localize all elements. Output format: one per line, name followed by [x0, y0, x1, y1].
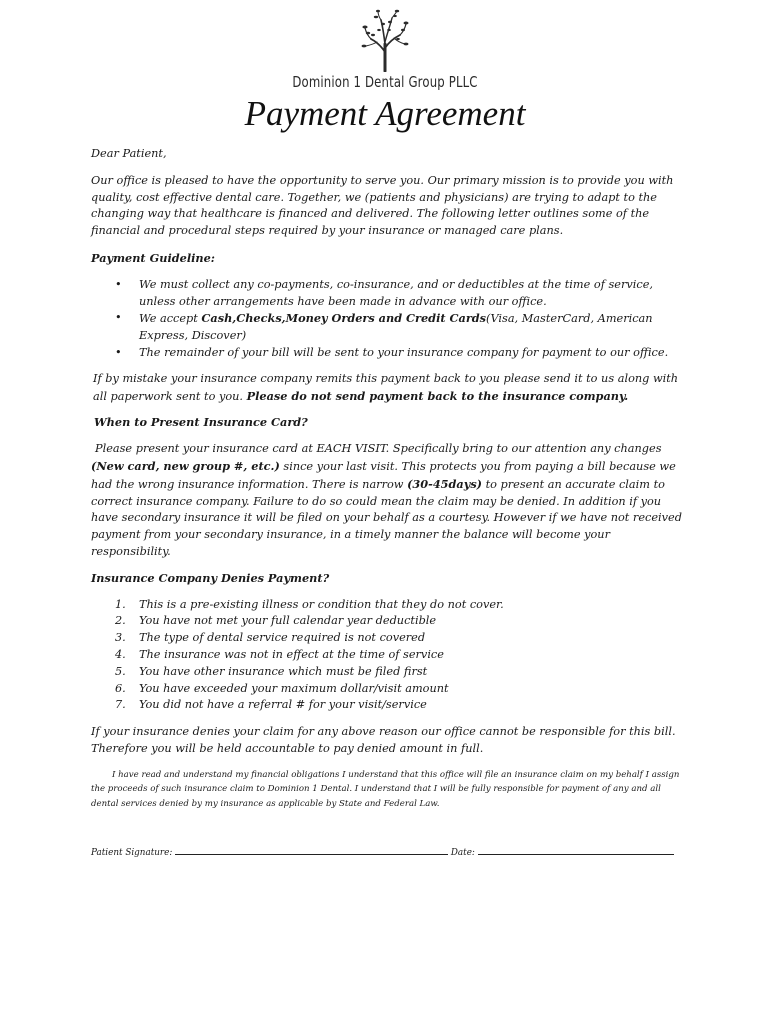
list-item [91, 681, 691, 698]
salutation: Dear Patient, [91, 147, 167, 160]
list-item [91, 345, 691, 362]
list-item [91, 697, 691, 714]
list-number: 4. [115, 647, 126, 661]
date-label: Date: [450, 848, 475, 858]
patient-signature-field[interactable] [175, 845, 448, 855]
patient-signature-label: Patient Signature: [91, 848, 173, 858]
list-number: 6. [115, 681, 126, 695]
list-item [91, 597, 691, 614]
list-item [91, 613, 691, 630]
present-card-text: Please present your insurance card at EACH VISIT. Specifically bring to our attention any changes [95, 442, 662, 456]
denial-reasons-list [91, 597, 691, 715]
page-title: Payment Agreement [244, 94, 526, 133]
list-item-text: We accept [139, 312, 202, 326]
list-item-text: The type of dental service required is not covered [139, 631, 426, 645]
list-item-text: This is a pre-existing illness or condition that they do not cover. [139, 597, 504, 611]
intro-paragraph: Our office is pleased to have the opportunity to serve you. Our primary mission is to provide you with quality, cost effective dental care. Together, we (patients and physicians) are trying to adapt to the changing way that healthcare is financed and delivered. The following letter outlines some of the financial and procedural steps required by your insurance or managed care plans. [91, 173, 674, 238]
list-item [91, 277, 691, 311]
bullet-icon: • [115, 277, 122, 291]
list-item [91, 664, 691, 681]
list-item [91, 630, 691, 647]
payment-guideline-list [91, 277, 691, 362]
list-item-text: You have not met your full calendar year deductible [139, 614, 437, 628]
present-card-deadline: (30-45days) [407, 476, 483, 491]
acknowledgement-paragraph [91, 768, 686, 811]
company-name: Dominion 1 Dental Group PLLC [292, 73, 478, 91]
list-item [91, 647, 691, 664]
mistake-text: If by mistake your insurance company remits this payment back to you please send it to us along with all paperwork sent to you. [93, 371, 679, 403]
list-item-text: You did not have a referral # for your visit/service [139, 698, 427, 712]
bullet-icon: • [115, 311, 122, 325]
list-item-text: The insurance was not in effect at the time of service [139, 647, 444, 661]
list-item [91, 310, 691, 345]
present-card-changes: (New card, new group #, etc.) [91, 458, 280, 473]
denies-heading: Insurance Company Denies Payment? [91, 570, 330, 585]
present-card-heading: When to Present Insurance Card? [94, 415, 308, 430]
bullet-icon: • [115, 345, 122, 359]
acknowledgement-text: I have read and understand my financial obligations I understand that this office will file an insurance claim on my behalf I assign the proceeds of such insurance claim to Dominion 1 Dental. I understand that I will be fully responsible for payment of any and all dental services denied by my insurance as applicable by State and Federal Law. [91, 769, 680, 809]
list-number: 2. [115, 614, 126, 628]
mistake-warning: Please do not send payment back to the insurance company. [246, 388, 629, 403]
present-card-text: to present an accurate claim to correct insurance company. Failure to do so could mean the claim may be denied. In addition if you have secondary insurance it will be filed on your behalf as a courtesy. However if we have not received payment from your secondary insurance, in a timely manner the balance will become your responsibility. [91, 477, 682, 558]
list-number: 7. [115, 698, 126, 712]
list-item-text: We must collect any co-payments, co-insurance, and or deductibles at the time of service, unless other arrangements have been made in advance with our office. [139, 277, 653, 308]
payment-guideline-heading: Payment Guideline: [91, 250, 215, 265]
date-field[interactable] [478, 845, 674, 855]
accepted-payment-methods: Cash,Checks,Money Orders and Credit Cards [201, 311, 487, 326]
list-item-text: The remainder of your bill will be sent to your insurance company for payment to our office. [139, 345, 669, 359]
list-number: 1. [115, 597, 126, 611]
company-logo [0, 8, 770, 91]
list-number: 5. [115, 664, 126, 678]
letter-body [91, 146, 691, 811]
signature-row [91, 845, 691, 860]
present-card-paragraph [91, 441, 691, 561]
list-number: 3. [115, 631, 126, 645]
tree-icon [359, 8, 411, 72]
mistake-paragraph [91, 371, 691, 406]
closing-paragraph: If your insurance denies your claim for any above reason our office cannot be responsible for this bill. Therefore you will be held accountable to pay denied amount in full. [91, 725, 676, 755]
list-item-text: (Visa, MasterCard, American Express, Discover) [139, 312, 653, 343]
present-card-text: since your last visit. This protects you from paying a bill because we had the wrong insurance information. There is narrow [91, 459, 676, 491]
list-item-text: You have other insurance which must be filed first [139, 664, 428, 678]
list-item-text: You have exceeded your maximum dollar/visit amount [139, 681, 449, 695]
